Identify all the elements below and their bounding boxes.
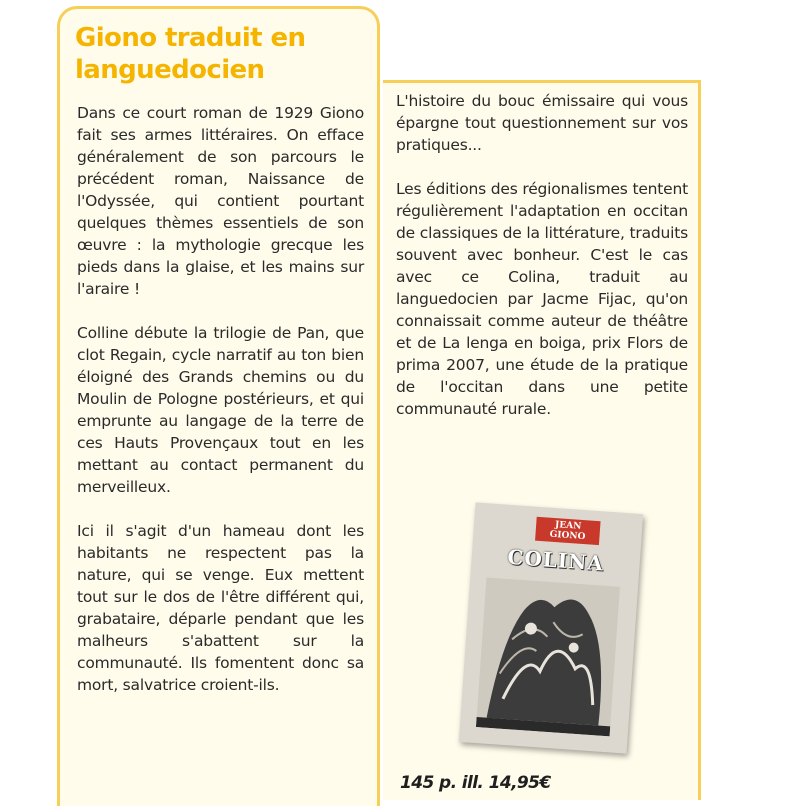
paragraph: Dans ce court roman de 1929 Giono fait ses armes littéraires. On efface généralement de son parcours le précédent roman, Naissance de l'Odyssée, qui contient pourtant quelques thèmes essentiels de son œuvre : la mythologie grecque les pieds dans la glaise, et les mains sur l'araire !	[77, 104, 364, 298]
book-cover-image	[459, 502, 643, 753]
paragraph: Colline débute la trilogie de Pan, que clot Regain, cycle narratif au ton bien éloigné des Grands chemins ou du Moulin de Pologne postérieurs, et qui emprunte au langage de la terre de ces Hauts Provençaux tout en les mettant au contact permanent du merveilleux.	[77, 324, 364, 496]
paragraph: L'histoire du bouc émissaire qui vous épargne tout questionnement sur vos pratiques...	[396, 92, 688, 154]
article-column-right	[396, 90, 688, 442]
article-title: Giono traduit en languedocien	[75, 23, 306, 85]
paragraph: Ici il s'agit d'un hameau dont les habitants ne respectent pas la nature, qui se venge. Eux mettent tout sur le dos de l'être différent qui, grabataire, déparle pendant que les malheurs s'abattent sur la communauté. Ils fomentent donc sa mort, salvatrice croient-ils.	[77, 522, 364, 694]
book-cover-illustration	[476, 577, 620, 736]
book-cover-title: COLINA	[506, 544, 605, 576]
article-column-left	[77, 102, 364, 718]
book-cover-author: JEAN GIONO	[535, 517, 601, 545]
paragraph: Les éditions des régionalismes tentent régulièrement l'adaptation en occitan de classiques de la littérature, traduits souvent avec bonheur. C'est le cas avec ce Colina, traduit au languedocien par Jacme Fijac, qu'on connaissait comme auteur de théâtre et de La lenga en boiga, prix Flors de prima 2007, une étude de la pratique de l'occitan dans une petite communauté rurale.	[396, 180, 688, 418]
book-price-line: 145 p. ill. 14,95€	[400, 773, 551, 793]
